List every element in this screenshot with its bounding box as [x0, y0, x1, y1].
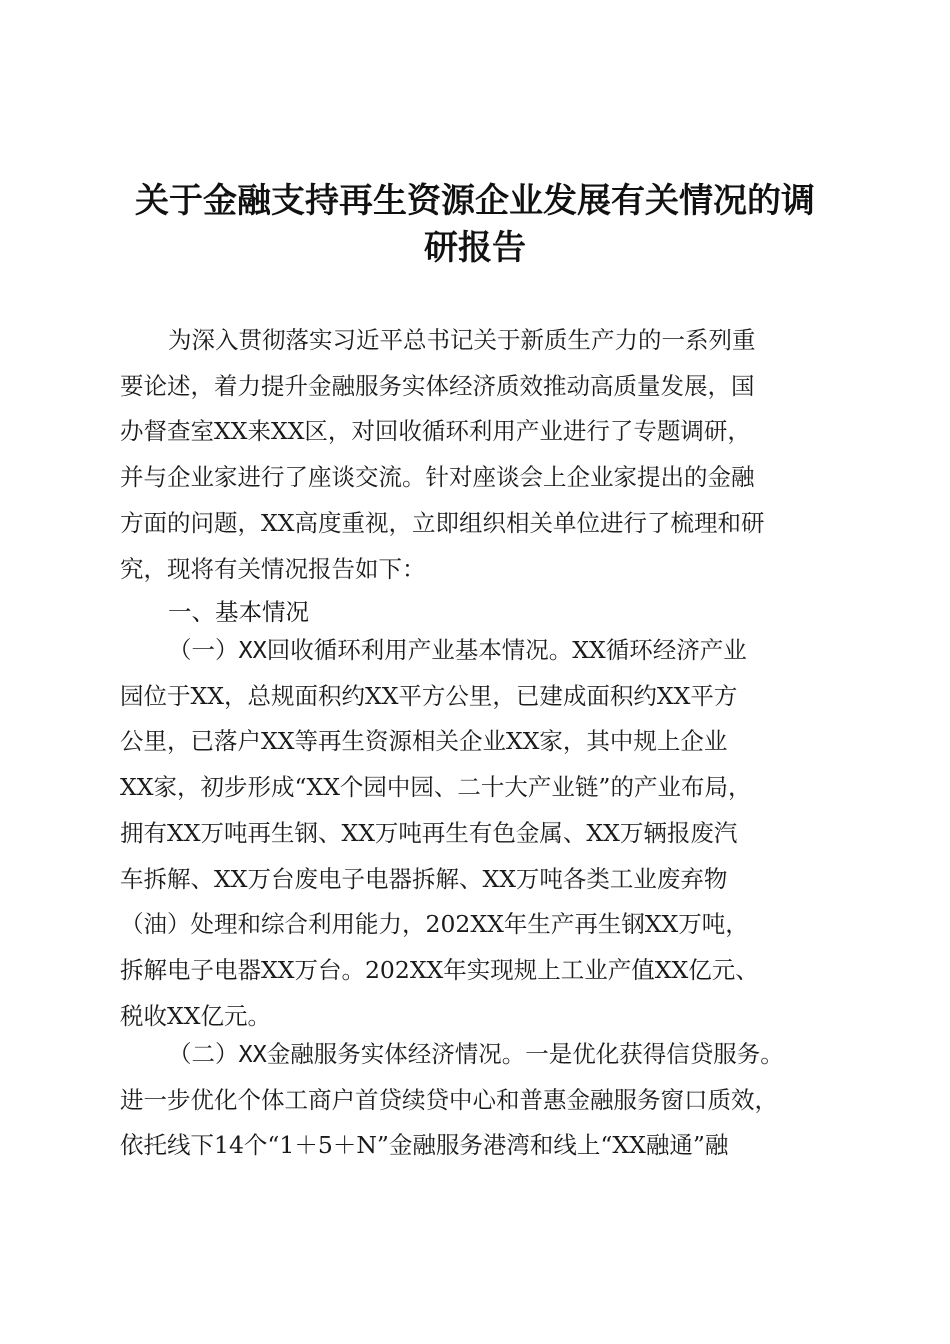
subsection-2-paragraph	[120, 1032, 832, 1169]
subsection-1-line: （油）处理和综合利用能力，202XX年生产再生钢XX万吨，	[120, 910, 749, 939]
section-heading-basic-situation: 一、基本情况	[168, 598, 309, 626]
intro-line: 并与企业家进行了座谈交流。针对座谈会上企业家提出的金融	[120, 463, 755, 492]
subsection-2-heading: （二）XX金融服务实体经济情况。	[168, 1040, 526, 1068]
subsection-2-line: 进一步优化个体工商户首贷续贷中心和普惠金融服务窗口质效，	[120, 1085, 778, 1114]
subsection-1-line: XX家，初步形成“XX个园中园、二十大产业链”的产业布局，	[120, 773, 752, 802]
subsection-1-line: 园位于XX，总规面积约XX平方公里，已建成面积约XX平方	[120, 681, 738, 710]
subsection-1-text: XX循环经济产业	[572, 636, 747, 664]
intro-line: 办督查室XX来XX区，对回收循环利用产业进行了专题调研，	[120, 417, 751, 446]
intro-line: 方面的问题，XX高度重视，立即组织相关单位进行了梳理和研	[120, 508, 765, 537]
subsection-1-paragraph	[120, 628, 832, 1039]
document-title	[110, 178, 840, 272]
title-line-1: 关于金融支持再生资源企业发展有关情况的调	[135, 181, 815, 221]
subsection-1-first-line	[120, 628, 832, 674]
intro-line: 究，现将有关情况报告如下：	[120, 554, 426, 583]
subsection-1-line: 公里，已落户XX等再生资源相关企业XX家，其中规上企业	[120, 727, 728, 756]
subsection-2-text: 一是优化获得信贷服务。	[525, 1040, 784, 1068]
subsection-2-first-line	[120, 1032, 832, 1078]
subsection-1-line: 拥有XX万吨再生钢、XX万吨再生有色金属、XX万辆报废汽	[120, 818, 738, 847]
subsection-2-line: 依托线下14个“1＋5＋N”金融服务港湾和线上“XX融通”融	[120, 1131, 729, 1160]
subsection-1-line: 拆解电子电器XX万台。202XX年实现规上工业产值XX亿元、	[120, 955, 759, 984]
subsection-1-line: 车拆解、XX万台废电子电器拆解、XX万吨各类工业废弃物	[120, 864, 728, 893]
intro-paragraph	[120, 318, 832, 592]
title-line-2: 研报告	[424, 228, 526, 268]
subsection-1-line: 税收XX亿元。	[120, 1001, 271, 1030]
intro-line: 为深入贯彻落实习近平总书记关于新质生产力的一系列重	[168, 326, 756, 354]
intro-line: 要论述，着力提升金融服务实体经济质效推动高质量发展，国	[120, 371, 755, 400]
subsection-1-heading: （一）XX回收循环利用产业基本情况。	[168, 636, 573, 664]
